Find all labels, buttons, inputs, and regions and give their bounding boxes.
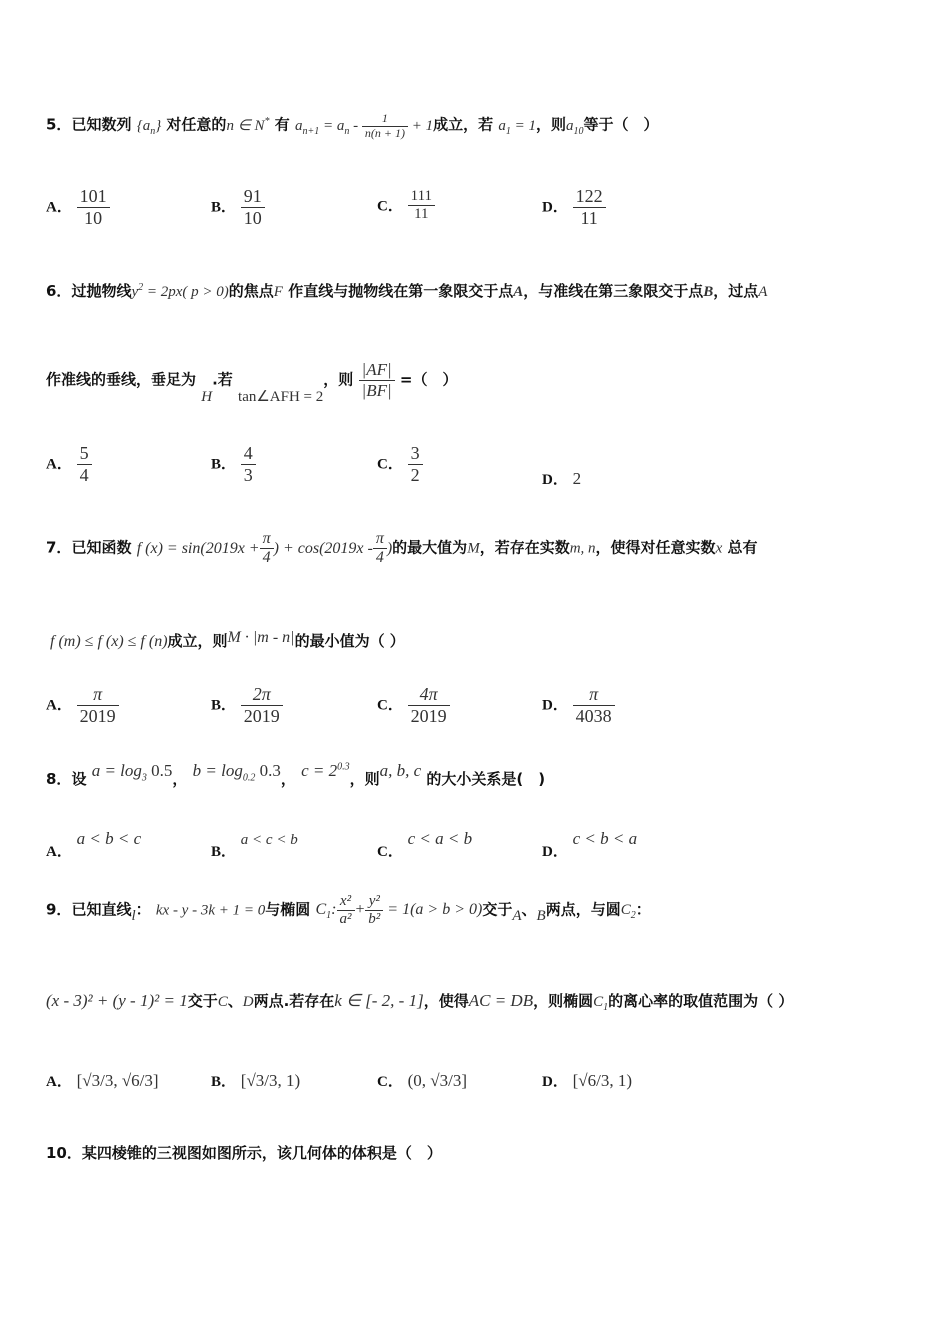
q9-ellipse: $C_1$: $\frac{\text{x²}}{\text{a²}}$ + $\frac{\text{y²}}{\text{b²}}$ = 1(a > b > 0) <box>315 893 483 928</box>
q6-option-b[interactable]: B． $\frac{4}{3}$ <box>211 443 256 485</box>
q8-option-b[interactable]: B． a < c < b <box>211 832 298 860</box>
q9-option-a[interactable]: A． [√3/3, √6/3] <box>46 1071 159 1090</box>
q8-option-c[interactable]: C． c < a < b <box>377 829 473 860</box>
q5-recurrence: $a_{n+1} = a_n$ - $\frac{1}{n(n + 1)}$ + 1 <box>295 111 434 140</box>
q7-option-b[interactable]: B． $\frac{2\pi}{2019}$ <box>211 684 283 726</box>
q5-text-5: ，则 <box>535 115 566 134</box>
q7-function: f (x) = sin(2019x + $\frac{\pi}{4}$ ) + cos(2019x - $\frac{\pi}{4}$ ) <box>136 530 393 567</box>
q5-text-4: 成立，若 <box>433 115 494 134</box>
q5-option-b[interactable]: B． $\frac{91}{10}$ <box>211 186 265 228</box>
q9-line-eq: kx - y - 3k + 1 = 0 <box>155 902 266 919</box>
q7-option-c[interactable]: C． $\frac{4\pi}{2019}$ <box>377 684 450 726</box>
q6-option-a[interactable]: A． $\frac{5}{4}$ <box>46 443 92 485</box>
q7-option-d[interactable]: D． $\frac{\pi}{4038}$ <box>542 684 615 726</box>
q5-text-3: 有 <box>274 115 290 134</box>
q8-option-a[interactable]: A． a < b < c <box>46 829 142 860</box>
q9-circle-eq: (x - 3)² + (y - 1)² = 1 <box>46 991 188 1010</box>
q6-option-c[interactable]: C． $\frac{3}{2}$ <box>377 443 423 485</box>
q6-option-d[interactable]: D． 2 <box>542 469 582 488</box>
q8-b: $b = \log_{0.2} 0.3$ <box>192 761 281 784</box>
question-7-line-1: 7．已知函数 f (x) = sin(2019x + $\frac{\pi}{4}$ ) + cos(2019x - $\frac{\pi}{4}$ )的最大值为M，若存在实数m, n，使得对任意实数x 总有 <box>46 530 758 567</box>
q5-option-c[interactable]: C． $\frac{111}{11}$ <box>377 188 435 224</box>
q5-init: $a_1 = 1$ <box>498 117 536 137</box>
question-9-line-1: 9．已知直线l： kx - y - 3k + 1 = 0与椭圆 $C_1$: $\frac{\text{x²}}{\text{a²}}$ + $\frac{\text{y²}}{\text{b²}}$ = 1(a > b > 0)交于A、B两点，与圆$C_2$： <box>46 893 651 928</box>
q5-text-2: 对任意的 <box>166 115 227 134</box>
q5-seq: $\{a_n\}$ <box>136 117 162 137</box>
q7-option-a[interactable]: A． $\frac{\pi}{2019}$ <box>46 684 119 726</box>
q8-option-d[interactable]: D． c < b < a <box>542 829 638 860</box>
q9-circle-name: $C_2$ <box>620 902 636 922</box>
q9-option-d[interactable]: D． [√6/3, 1) <box>542 1071 633 1090</box>
question-10: 10．某四棱锥的三视图如图所示，该几何体的体积是（ ） <box>46 1144 442 1162</box>
question-7-line-2: f (m) ≤ f (x) ≤ f (n)成立，则M · |m - n|的最小值为（ ） <box>50 629 405 650</box>
q6-ratio: $\frac{|AF|}{|BF|}$ <box>359 360 395 400</box>
q5-target: $a_{10}$ <box>565 117 584 137</box>
q5-cond: n ∈ N* <box>226 115 270 134</box>
q5-option-a[interactable]: A． $\frac{101}{10}$ <box>46 186 110 228</box>
question-5 <box>46 112 659 141</box>
question-9-line-2: (x - 3)² + (y - 1)² = 1交于C、D两点.若存在k ∈ [- 2, - 1]，使得AC = DB，则椭圆$C_1$的离心率的取值范围为（ ） <box>46 991 794 1013</box>
q8-c: $c = 2^{0.3}$ <box>301 761 350 780</box>
question-6-line-2: 作准线的垂线，垂足为 H.若 tan∠AFH = 2，则 $\frac{|AF|}{|BF|}$ =（ ） <box>46 360 458 405</box>
q6-parabola: $y^2 = 2px$( p > 0) <box>131 282 229 300</box>
q5-text-1: 已知数列 <box>71 115 132 134</box>
question-8: 8．设 $a = \log_3 0.5$， $b = \log_{0.2} 0.3$， $c = 2^{0.3}$，则a, b, c 的大小关系是( ) <box>46 761 546 788</box>
q8-a: $a = \log_3 0.5$ <box>91 761 173 784</box>
question-6-line-1: 6．过抛物线$y^2 = 2px$( p > 0)的焦点F 作直线与抛物线在第一象限交于点A，与准线在第三象限交于点B，过点A <box>46 282 768 300</box>
q9-ellipse-ref: $C_1$ <box>593 994 609 1013</box>
q5-option-d[interactable]: D． $\frac{122}{11}$ <box>542 186 606 228</box>
q9-option-c[interactable]: C． (0, √3/3] <box>377 1071 468 1090</box>
q5-number: 5． <box>46 115 72 134</box>
q9-option-b[interactable]: B． [√3/3, 1) <box>211 1071 301 1090</box>
q6-tan-cond: tan∠AFH = 2 <box>238 388 324 405</box>
q5-text-6: 等于（ ） <box>583 115 659 134</box>
